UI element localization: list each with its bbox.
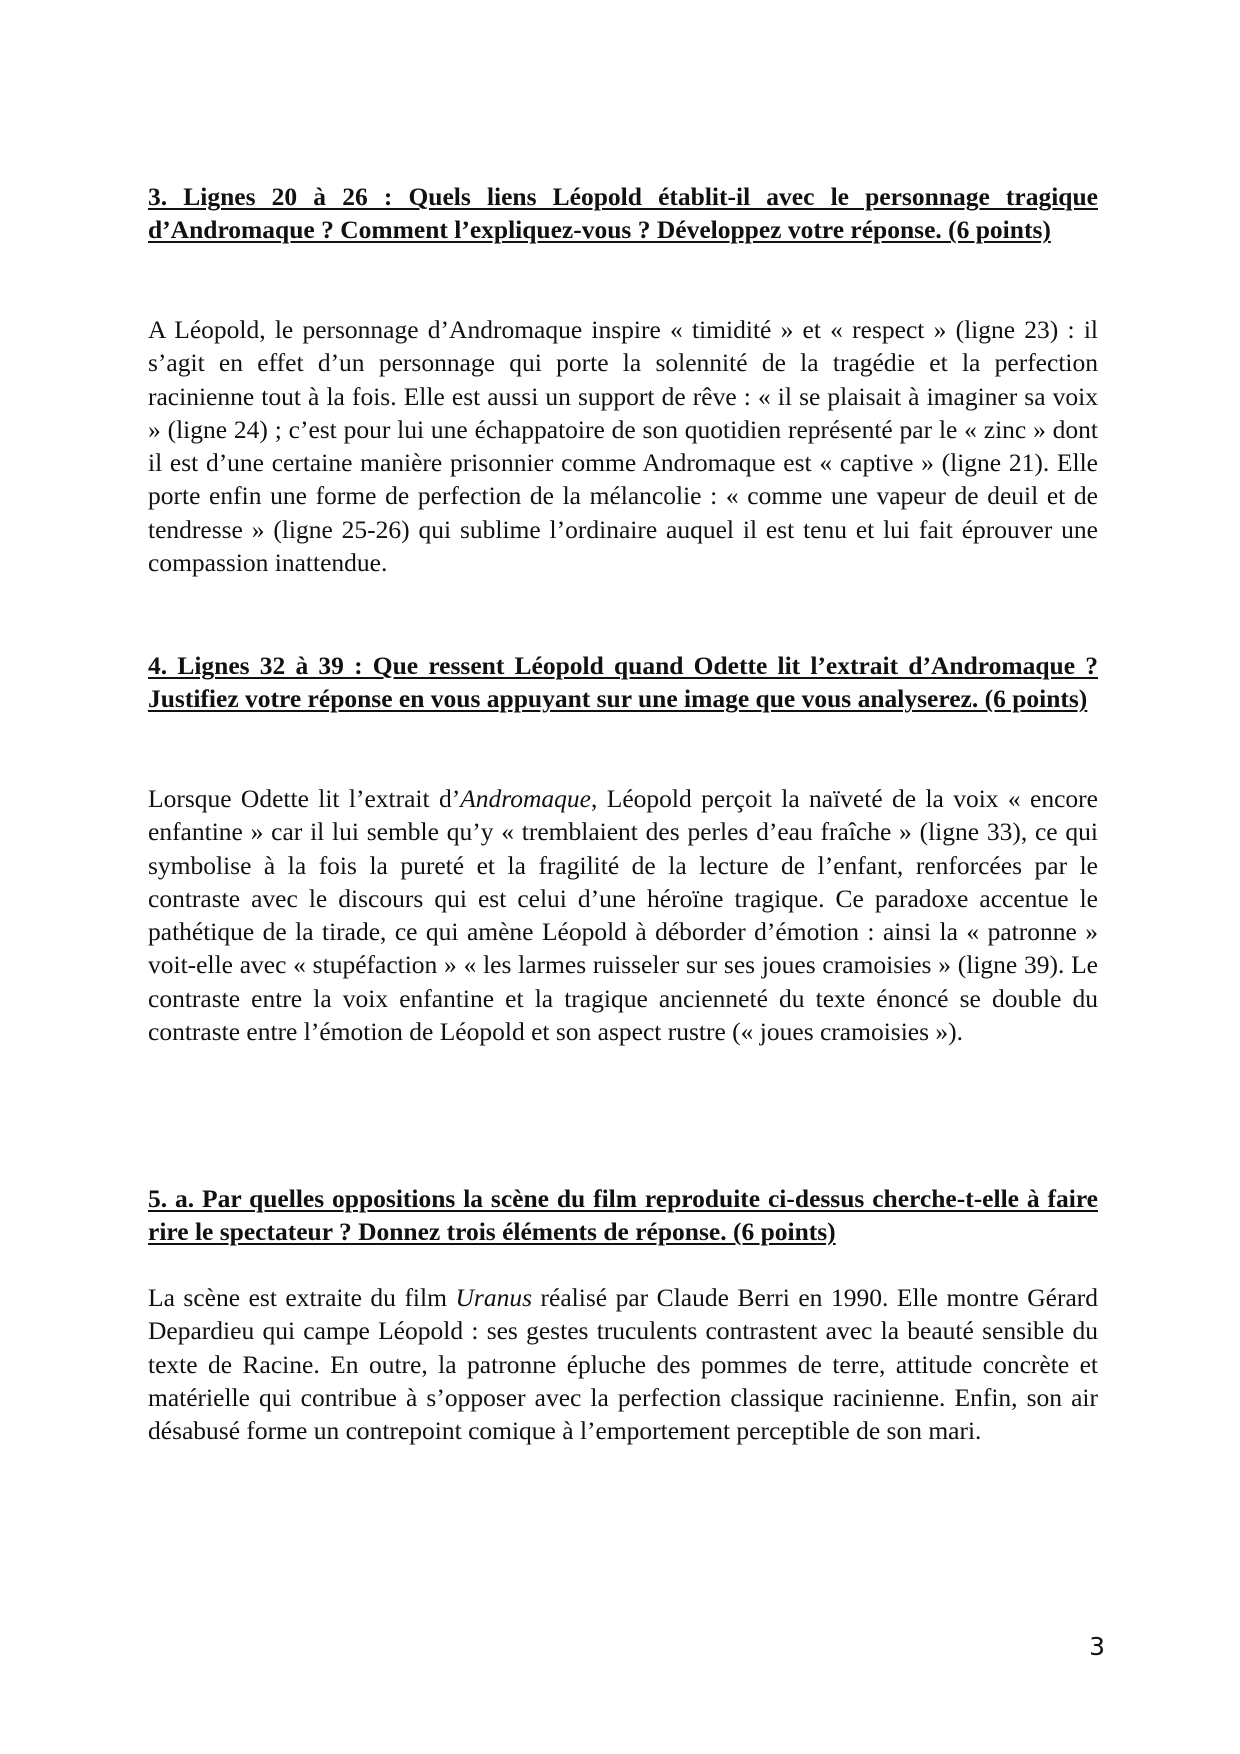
question-4-answer-rest: , Léopold perçoit la naïveté de la voix « encore enfantine » car il lui semble qu’y « tremblaient des perles d’eau fraîche » (ligne 33), ce qui symbolise à la fois la pureté et la fragilité de la lecture de l’enfant, renforcées par le contraste avec le discours qui est celui d’une héroïne tragique. Ce paradoxe accentue le pathétique de la tirade, ce qui amène Léopold à déborder d’émotion : ainsi la « patronne » voit-elle avec « stupéfaction » « les larmes ruisseler sur ses joues cramoisies » (ligne 39). Le contraste entre la voix enfantine et la tragique ancienneté du texte énoncé se double du contraste entre l’émotion de Léopold et son aspect rustre (« joues cramoisies »). bbox=[148, 784, 1098, 1047]
question-3-heading: 3. Lignes 20 à 26 : Quels liens Léopold établit-il avec le personnage tragique d’Andromaque ? Comment l’expliquez-vous ? Développez votre réponse. (6 points) bbox=[148, 182, 1098, 244]
question-3-answer: A Léopold, le personnage d’Andromaque inspire « timidité » et « respect » (ligne 23) : il s’agit en effet d’un personnage qui porte la solennité de la tragédie et la perfection racinienne tout à la fois. Elle est aussi un support de rêve : « il se plaisait à imaginer sa voix » (ligne 24) ; c’est pour lui une échappatoire de son quotidien représenté par le « zinc » dont il est d’une certaine manière prisonnier comme Andromaque est « captive » (ligne 21). Elle porte enfin une forme de perfection de la mélancolie : « comme une vapeur de deuil et de tendresse » (ligne 25-26) qui sublime l’ordinaire auquel il est tenu et lui fait éprouver une compassion inattendue. bbox=[148, 315, 1098, 578]
question-4-answer bbox=[148, 782, 1098, 1048]
question-5a-heading: 5. a. Par quelles oppositions la scène du film reproduite ci-dessus cherche-t-elle à faire rire le spectateur ? Donnez trois éléments de réponse. (6 points) bbox=[148, 1184, 1098, 1246]
question-4-heading: 4. Lignes 32 à 39 : Que ressent Léopold quand Odette lit l’extrait d’Andromaque ? Justifiez votre réponse en vous appuyant sur une image que vous analyserez. (6 points) bbox=[148, 651, 1098, 713]
page-number: 3 bbox=[1089, 1632, 1105, 1661]
question-5a-answer bbox=[148, 1281, 1098, 1447]
question-5a-film-title: Uranus bbox=[455, 1283, 532, 1312]
question-5a-answer-rest: réalisé par Claude Berri en 1990. Elle montre Gérard Depardieu qui campe Léopold : ses gestes truculents contrastent avec la beauté sensible du texte de Racine. En outre, la patronne épluche des pommes de terre, attitude concrète et matérielle qui contribue à s’opposer avec la perfection classique racinienne. Enfin, son air désabusé forme un contrepoint comique à l’emportement perceptible de son mari. bbox=[148, 1283, 1099, 1446]
question-4-answer-lead: Lorsque Odette lit l’extrait d’ bbox=[148, 784, 461, 813]
question-4-work-title: Andromaque bbox=[460, 784, 591, 813]
question-5a-answer-lead: La scène est extraite du film bbox=[148, 1283, 456, 1312]
